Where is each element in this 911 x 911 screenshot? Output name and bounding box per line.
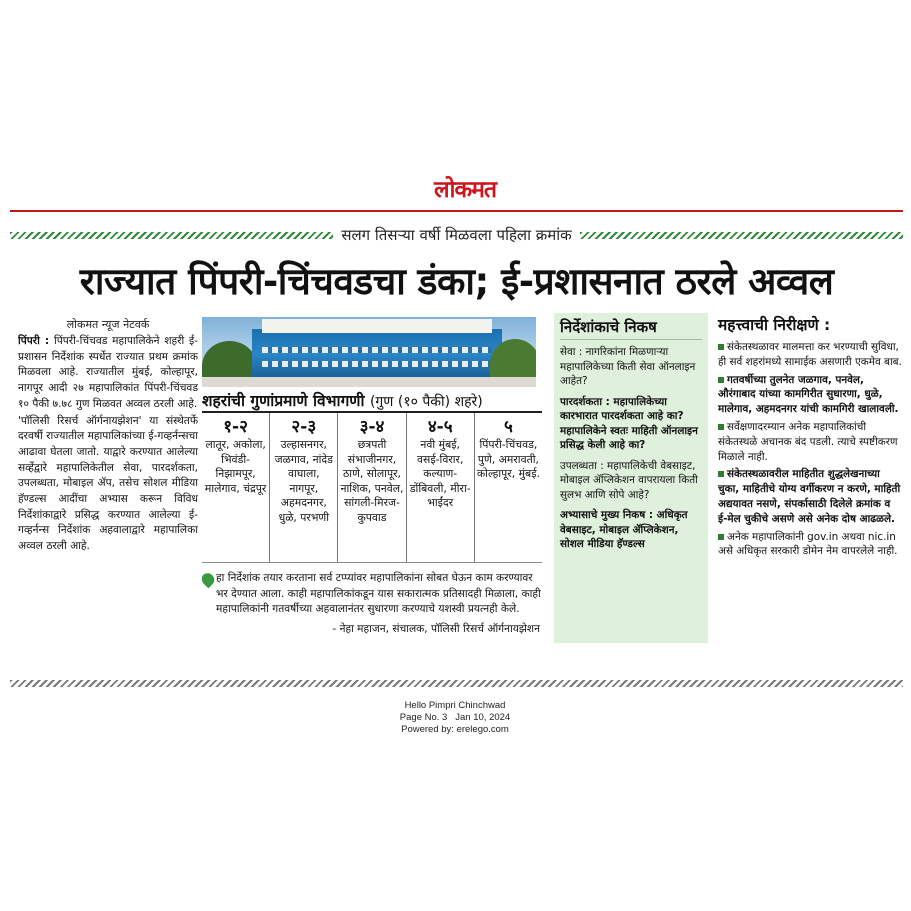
grade-cities: लातूर, अकोला, भिवंडी-निझामपूर, मालेगाव, चंद्रपूर (204, 438, 267, 495)
grade-cities: उल्हासनगर, जळगाव, नांदेड वाघाला, नागपूर, अहमदनगर, धुळे, परभणी (274, 438, 333, 524)
center-column (202, 317, 542, 679)
corporation-building-photo (202, 317, 536, 387)
ground (202, 377, 536, 387)
observation-text: गतवर्षीच्या तुलनेत जळगाव, पनवेल, औरंगाबाद यांच्या कामगिरीत सुधारणा, धुळे, मालेगाव, अहमदनगर यांची कामगिरी खालावली. (718, 373, 899, 416)
lokmat-logo: लोकमत (433, 177, 497, 203)
observation-text: अनेक महापालिकांनी gov.in अथवा nic.in असे अधिकृत सरकारी डोमेन नेम वापरलेले नाही. (718, 530, 898, 558)
director-quote (202, 571, 542, 618)
footer-date: Jan 10, 2024 (455, 712, 511, 723)
footer-source: Hello Pimpri Chinchwad (404, 700, 506, 711)
footer-page-date (355, 712, 555, 724)
criteria-item: सेवा : नागरिकांना मिळणाऱ्या महापालिकेच्या किती सेवा ऑनलाइन आहेत? (560, 346, 696, 387)
article-body (18, 317, 198, 662)
bullet-square-icon (718, 377, 724, 383)
observation-text: सर्वेक्षणादरम्यान अनेक महापालिकांची संकेतस्थळे अचानक बंद पडली. त्याचे स्पष्टीकरण मिळाले नाही. (718, 420, 898, 463)
grade-column (270, 413, 338, 562)
footer-page: Page No. 3 (399, 712, 448, 723)
grade-range: १-२ (223, 417, 248, 437)
grade-table-title (202, 389, 542, 413)
leaf-icon (199, 571, 217, 589)
footer-powered-by: Powered by: erelego.com (401, 724, 509, 735)
byline: लोकमत न्यूज नेटवर्क (66, 318, 150, 331)
bullet-square-icon (718, 471, 724, 477)
grade-range: ४-५ (427, 417, 453, 437)
building-signboard (262, 319, 492, 333)
article-paragraph-1 (18, 334, 198, 413)
observation-item (718, 467, 903, 526)
observation-item (718, 340, 903, 370)
grade-range: ३-४ (359, 417, 385, 437)
paragraph-1-text: पिंपरी-चिंचवड महापालिकेने शहरी ई-प्रशासन निर्देशांक स्पर्धेत राज्यात प्रथम क्रमांक मिळवला आहे. राज्यातील मुंबई, कोल्हापूर, नागपूर आदी २७ महापालिकांत पिंपरी-चिंचवड १० पैकी ७.७८ गुण मिळवत अव्वल ठरली आहे. (18, 335, 198, 410)
observation-text: संकेतस्थळावरील माहितीत शुद्धलेखनाच्या चुका, माहितीचे योग्य वर्गीकरण न करणे, माहिती अद्ययावत नसणे, संपर्कासाठी दिलेले क्रमांक व ई-मेल चुकीचे असणे असे अनेक दोष आढळले. (718, 468, 901, 525)
bullet-square-icon (718, 534, 724, 540)
grade-column (338, 413, 406, 562)
grade-range: ५ (503, 417, 513, 437)
observation-text: संकेतस्थळावर मालमत्ता कर भरण्याची सुविधा, ही सर्व शहरांमध्ये सामाईक असणारी एकमेव बाब. (718, 341, 902, 368)
dateline: पिंपरी : (18, 335, 50, 347)
grade-cities: पिंपरी-चिंचवड, पुणे, अमरावती, कोल्हापूर, मुंबई. (476, 438, 540, 480)
masthead-rule (10, 210, 903, 212)
building-windows-lower (262, 361, 492, 367)
article-text (18, 334, 198, 555)
grade-table (202, 413, 542, 563)
observations-column (718, 313, 903, 673)
observation-item (718, 420, 903, 464)
newspaper-clipping (10, 170, 903, 695)
criteria-item: पारदर्शकता : महापालिकेच्या कारभारात पारदर्शकता आहे का? महापालिकेने स्वतः माहिती ऑनलाइन प्रसिद्ध केली आहे का? (560, 395, 698, 451)
criteria-item: उपलब्धता : महापालिकेची वेबसाइट, मोबाइल ॲप्लिकेशन वापरायला किती सुलभ आणि सोपे आहे? (560, 459, 698, 501)
kicker-bar (10, 224, 903, 246)
bullet-square-icon (718, 344, 724, 350)
headline: राज्यात पिंपरी-चिंचवडचा डंका; ई-प्रशासनात ठरले अव्वल (79, 260, 834, 303)
kicker-hatch-left (10, 232, 333, 239)
bottom-hatch-rule (10, 680, 903, 687)
grade-cities: छत्रपती संभाजीनगर, ठाणे, सोलापूर, नाशिक, पनवेल, सांगली-मिरज-कुपवाड (340, 438, 404, 524)
grade-column (407, 413, 475, 562)
page-footer (355, 700, 555, 736)
observation-item (718, 530, 903, 560)
observation-item (718, 373, 903, 417)
grade-title-text: शहरांची गुणांप्रमाणे विभागणी (202, 392, 365, 410)
grade-column (202, 413, 270, 562)
criteria-box (554, 313, 708, 643)
grade-range: २-३ (291, 417, 317, 437)
bullet-square-icon (718, 424, 724, 430)
observations-title: महत्त्वाची निरीक्षणे : (718, 316, 831, 334)
grade-column (475, 413, 542, 562)
grade-cities: नवी मुंबई, वसई-विरार, कल्याण-डोंबिवली, मीरा-भाईंदर (409, 438, 471, 509)
criteria-title: निर्देशांकाचे निकष (560, 317, 702, 340)
quote-text: हा निर्देशांक तयार करताना सर्व टप्प्यांवर महापालिकांना सोबत घेऊन काम करण्यावर भर देण्यात आला. काही महापालिकांकडून यास सकारात्मक प्रतिसादही मिळाला, काही महापालिकांनी गतवर्षीच्या अहवालानंतर सुधारणा करण्याचे यशस्वी प्रयत्नही केले. (216, 572, 541, 615)
grade-subtitle: (गुण (१० पैकी) शहरे) (369, 394, 483, 410)
kicker-hatch-right (580, 232, 903, 239)
building (252, 329, 502, 379)
building-windows (262, 347, 492, 353)
quote-signature: - नेहा महाजन, संचालक, पॉलिसी रिसर्च ऑर्गनायझेशन (332, 622, 540, 635)
kicker-text: सलग तिसऱ्या वर्षी मिळवला पहिला क्रमांक (341, 226, 572, 244)
criteria-item: अभ्यासाचे मुख्य निकष : अधिकृत वेबसाइट, मोबाइल ॲप्लिकेशन, सोशल मीडिया हॅण्डल्स (560, 509, 688, 550)
article-paragraph-2: 'पॉलिसी रिसर्च ऑर्गनायझेशन' या संस्थेतर्फे दरवर्षी राज्यातील महापालिकांच्या ई-गव्हर्नन्सचा आढावा घेतला जातो. याद्वारे करण्यात आलेल्या सर्व्हेद्वारे महापालिकेतील सेवा, पारदर्शकता, उपलब्धता, मोबाइल ॲप, तसेच सोशल मीडिया हॅण्डल्स आदींचा अभ्यास करून विविध निर्देशांकाद्वारे प्रसिद्ध करण्यात आलेल्या ई-गव्हर्नन्स निर्देशांक अहवालाद्वारे महापालिका अव्वल ठरली आहे. (18, 414, 198, 553)
